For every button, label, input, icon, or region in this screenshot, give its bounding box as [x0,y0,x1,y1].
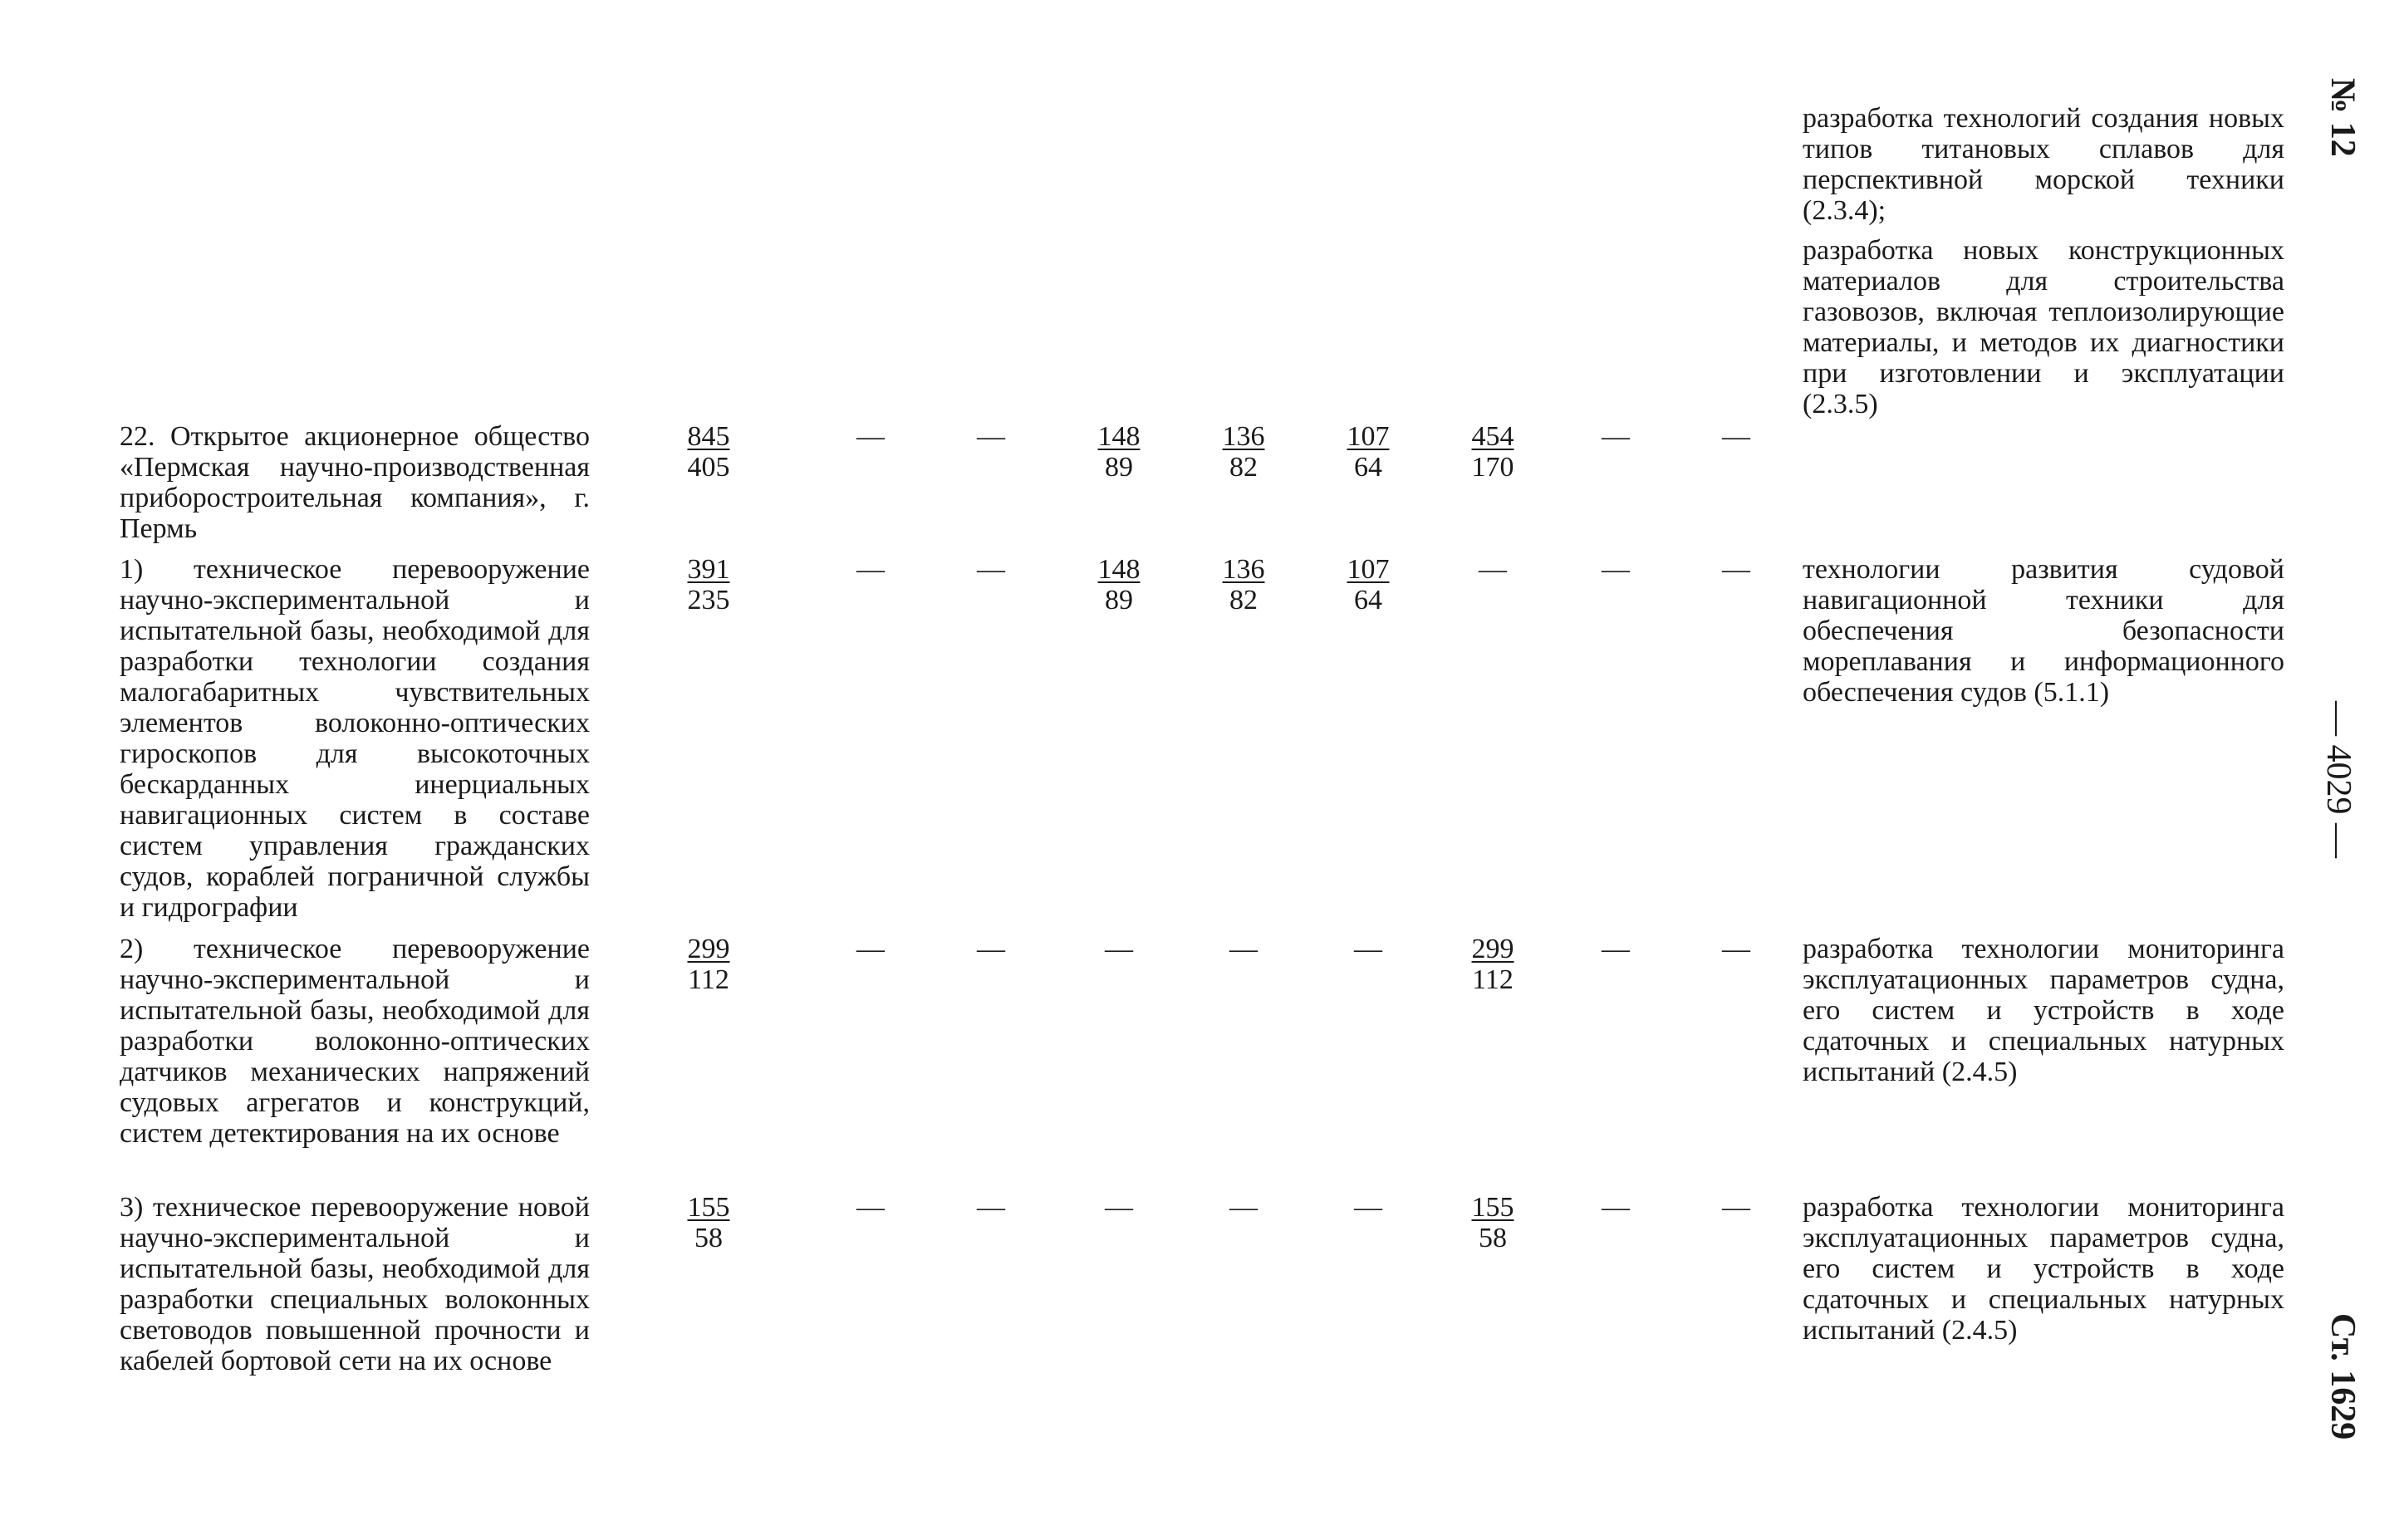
value-denominator: 405 [687,452,730,483]
value-denominator: 64 [1354,452,1382,483]
value-denominator: 112 [688,964,729,995]
value-fraction [667,554,750,616]
empty-dash: — [856,421,885,452]
value-denominator: 89 [1105,452,1133,483]
empty-dash: — [856,1192,885,1223]
value-fraction [1327,421,1410,483]
value-fraction [667,1192,750,1253]
value-denominator: 82 [1229,452,1258,483]
value-fraction [1451,934,1534,995]
description-titanium-alloys: разработка технологий создания новых типов титановых сплавов для перспективной морской техники (2.3.4); [1803,103,2284,226]
empty-dash: — [977,554,1005,585]
value-numerator: 391 [687,554,730,585]
row-name-1: 1) техническое перевооружение научно-экспериментальной и испытательной базы, необходимой для разработки технологии создания малогабаритных чувствительных элементов волоконно-оптических гироскопов для высокоточных бескарданных инерциальных навигационных систем в составе систем управления гражданских судов, кораблей пограничной службы и гидрографии [120,554,590,923]
value-numerator: 136 [1222,421,1265,452]
value-denominator: 112 [1472,964,1514,995]
value-fraction [1451,421,1534,483]
value-fraction [1202,554,1285,616]
value-numerator: 148 [1097,421,1141,452]
empty-dash: — [1722,554,1750,585]
value-denominator: 89 [1105,585,1133,616]
value-fraction [1077,421,1160,483]
value-denominator: 58 [694,1223,723,1253]
empty-dash: — [1602,421,1630,452]
empty-dash: — [1722,934,1750,964]
value-numerator: 107 [1347,421,1390,452]
row-description-2: разработка технологии мониторинга эксплуатационных параметров судна, его систем и устройств в ходе сдаточных и специальных натурных испытаний (2.4.5) [1803,934,2284,1087]
value-numerator: 148 [1097,554,1141,585]
value-numerator: 155 [687,1192,730,1223]
empty-dash: — [1602,554,1630,585]
value-fraction [667,934,750,995]
empty-dash: — [1105,1192,1133,1223]
value-denominator: 64 [1354,585,1382,616]
empty-dash: — [977,934,1005,964]
empty-dash: — [977,421,1005,452]
value-numerator: 454 [1471,421,1514,452]
empty-dash: — [1229,934,1258,964]
value-denominator: 82 [1229,585,1258,616]
empty-dash: — [1105,934,1133,964]
value-fraction [1451,1192,1534,1253]
value-numerator: 107 [1347,554,1390,585]
value-fraction [1077,554,1160,616]
row-name-22: 22. Открытое акционерное общество «Пермская научно-производственная приборостроительная компания», г. Пермь [120,421,590,544]
value-fraction [1202,421,1285,483]
empty-dash: — [1479,554,1507,585]
value-denominator: 170 [1471,452,1514,483]
empty-dash: — [1354,1192,1382,1223]
row-name-2: 2) техническое перевооружение научно-экспериментальной и испытательной базы, необходимой для разработки волоконно-оптических датчиков механических напряжений судовых агрегатов и конструкций, систем детектирования на их основе [120,934,590,1149]
empty-dash: — [1602,934,1630,964]
empty-dash: — [1229,1192,1258,1223]
value-numerator: 136 [1222,554,1265,585]
value-numerator: 299 [687,934,730,964]
description-gas-carriers: разработка новых конструкционных материалов для строительства газовозов, включая теплоизолирующие материалы, и методов их диагностики при изготовлении и эксплуатации (2.3.5) [1803,235,2284,419]
empty-dash: — [1354,934,1382,964]
value-denominator: 58 [1479,1223,1507,1253]
value-numerator: 155 [1471,1192,1514,1223]
empty-dash: — [1722,421,1750,452]
row-description-1: технологии развития судовой навигационной техники для обеспечения безопасности мореплавания и информационного обеспечения судов (5.1.1) [1803,554,2284,708]
page-number: — 4029 — [2319,701,2357,858]
value-fraction [1327,554,1410,616]
row-name-3: 3) техническое перевооружение новой научно-экспериментальной и испытательной базы, необходимой для разработки специальных волоконных световодов повышенной прочности и кабелей бортовой сети на их основе [120,1192,590,1376]
empty-dash: — [1602,1192,1630,1223]
issue-number: № 12 [2323,78,2362,157]
empty-dash: — [1722,1192,1750,1223]
article-number: Ст. 1629 [2323,1313,2362,1440]
empty-dash: — [977,1192,1005,1223]
value-numerator: 299 [1471,934,1514,964]
value-fraction [667,421,750,483]
empty-dash: — [856,554,885,585]
empty-dash: — [856,934,885,964]
value-denominator: 235 [687,585,730,616]
value-numerator: 845 [687,421,730,452]
row-description-3: разработка технологии мониторинга эксплуатационных параметров судна, его систем и устройств в ходе сдаточных и специальных натурных испытаний (2.4.5) [1803,1192,2284,1346]
